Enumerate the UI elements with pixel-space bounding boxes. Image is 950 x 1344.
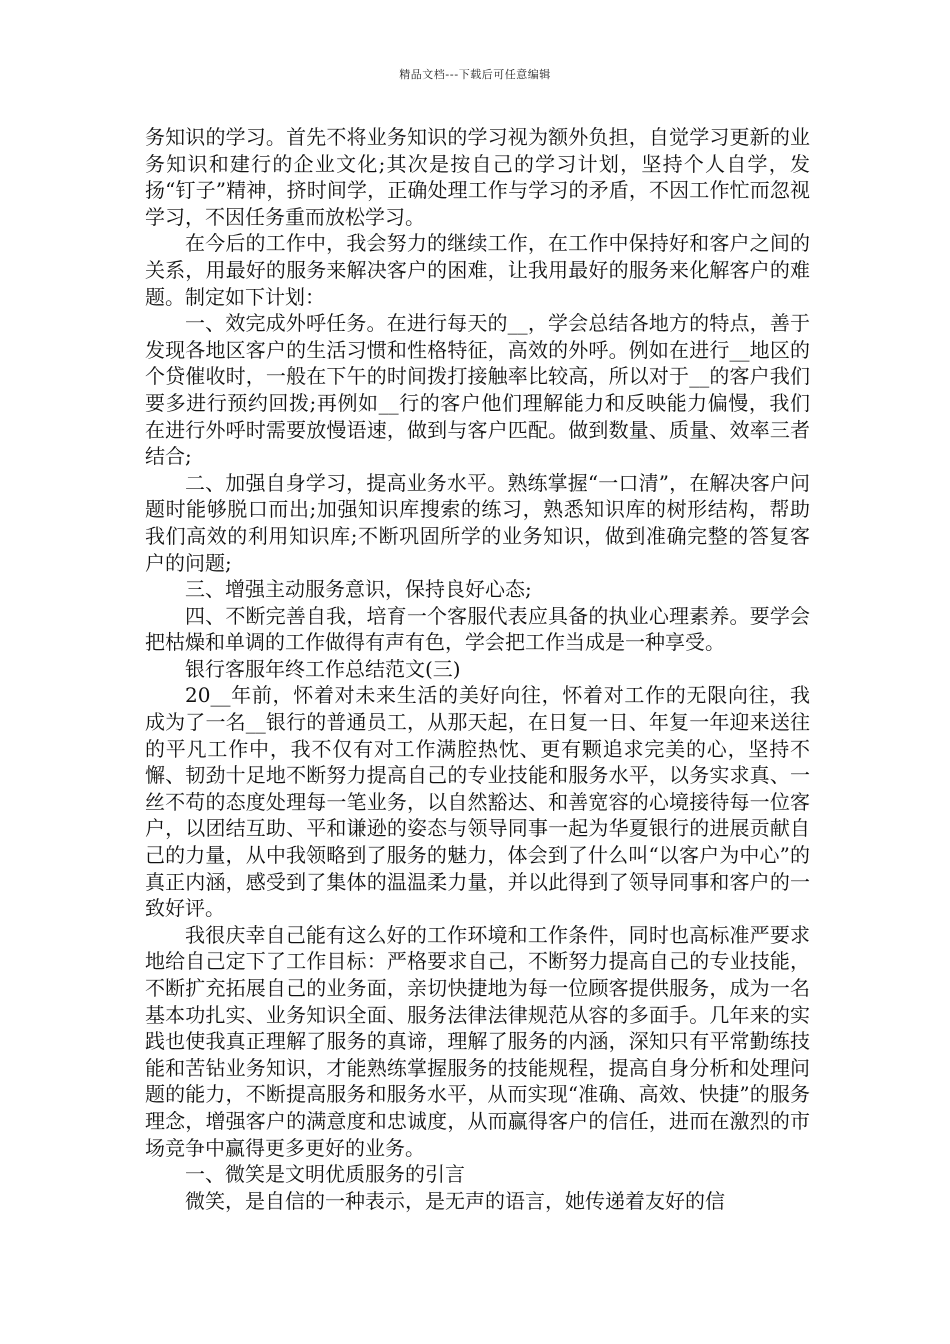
paragraph-1: 务知识的学习。首先不将业务知识的学习视为额外负担，自觉学习更新的业务知识和建行的企业文化;其次是按自己的学习计划，坚持个人自学，发扬“钉子”精神，挤时间学，正确处理工作与学习的矛盾，不因工作忙而忽视学习，不因任务重而放松学习。	[145, 125, 810, 229]
paragraph-5: 三、增强主动服务意识，保持良好心态;	[185, 577, 532, 602]
section-title: 银行客服年终工作总结范文(三)	[185, 656, 461, 681]
paragraph-8: 20__年前，怀着对未来生活的美好向往，怀着对工作的无限向往，我成为了一名__银行的普通员工，从那天起，在日复一日、年复一年迎来送往的平凡工作中，我不仅有对工作满腔热忱、更有颗追求完美的心，坚持不懈、韧劲十足地不断努力提高自己的专业技能和服务水平，以务实求真、一丝不苟的态度处理每一笔业务，以自然豁达、和善宽容的心境接待每一位客户，以团结互助、平和谦逊的姿态与领导同事一起为华夏银行的进展贡献自己的力量，从中我领略到了服务的魅力，体会到了什么叫“以客户为中心”的真正内涵，感受到了集体的温温柔力量，并以此得到了领导同事和客户的一致好评。	[145, 683, 810, 921]
paragraph-2: 在今后的工作中，我会努力的继续工作，在工作中保持好和客户之间的关系，用最好的服务来解决客户的困难，让我用最好的服务来化解客户的难题。制定如下计划：	[145, 231, 810, 309]
paragraph-11: 微笑，是自信的一种表示，是无声的语言，她传递着友好的信	[185, 1188, 725, 1213]
subheading: 一、微笑是文明优质服务的引言	[185, 1162, 465, 1187]
document-body	[145, 124, 810, 1214]
paragraph-9: 我很庆幸自己能有这么好的工作环境和工作条件，同时也高标准严要求地给自己定下了工作目标：严格要求自己，不断努力提高自己的专业技能，不断扩充拓展自己的业务面，亲切快捷地为每一位顾客提供服务，成为一名基本功扎实、业务知识全面、服务法律法律规范从容的多面手。几年来的实践也使我真正理解了服务的真谛，理解了服务的内涵，深知只有平常勤练技能和苦钻业务知识，才能熟练掌握服务的技能规程，提高自身分析和处理问题的能力，不断提高服务和服务水平，从而实现“准确、高效、快捷”的服务理念，增强客户的满意度和忠诚度，从而赢得客户的信任，进而在激烈的市场竞争中赢得更多更好的业务。	[145, 922, 810, 1160]
paragraph-4: 二、加强自身学习，提高业务水平。熟练掌握“一口清”，在解决客户问题时能够脱口而出;加强知识库搜索的练习，熟悉知识库的树形结构，帮助我们高效的利用知识库;不断巩固所学的业务知识，做到准确完整的答复客户的问题;	[145, 470, 810, 575]
page-header: 精品文档---下载后可任意编辑	[399, 68, 551, 81]
paragraph-6: 四、不断完善自我，培育一个客服代表应具备的执业心理素养。要学会把枯燥和单调的工作做得有声有色，学会把工作当成是一种享受。	[145, 603, 810, 655]
paragraph-3: 一、效完成外呼任务。在进行每天的__，学会总结各地方的特点，善于发现各地区客户的生活习惯和性格特征，高效的外呼。例如在进行__地区的个贷催收时，一般在下午的时间拨打接触率比较高，所以对于__的客户我们要多进行预约回拨;再例如__行的客户他们理解能力和反映能力偏慢，我们在进行外呼时需要放慢语速，做到与客户匹配。做到数量、质量、效率三者结合;	[145, 311, 810, 469]
